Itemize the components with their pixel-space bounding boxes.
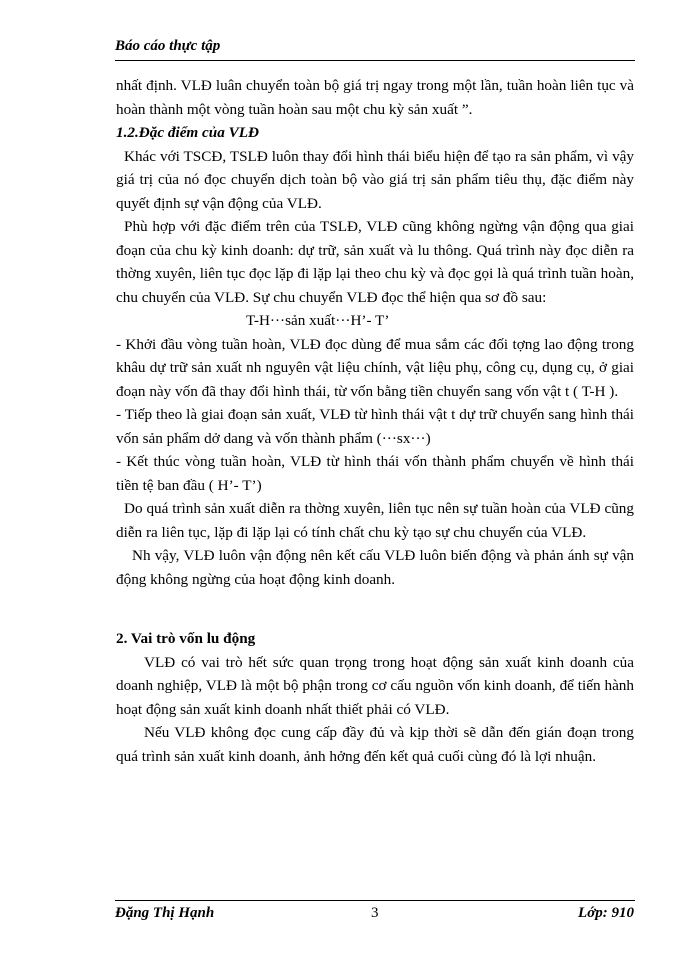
footer-author: Đặng Thị Hạnh bbox=[115, 905, 215, 921]
section-heading: 1.2.Đặc điểm của VLĐ bbox=[116, 124, 259, 141]
footer-divider bbox=[115, 900, 635, 901]
bullet-item: - Tiếp theo là giai đoạn sản xuất, VLĐ từ hình thái vật t dự trữ chuyển sang hình thái vốn sản phẩm dở dang và vốn thành phẩm (···sx···) bbox=[116, 406, 634, 447]
page-number: 3 bbox=[371, 905, 379, 921]
header-title: Báo cáo thực tập bbox=[115, 38, 221, 54]
paragraph: Phù hợp với đặc điểm trên của TSLĐ, VLĐ cũng không ngừng vận động qua giai đoạn của chu kỳ kinh doanh: dự trữ, sản xuất và lu thông. Quá trình này đọc diễn ra thờng xuyên, liên tục đọc lặp đi lặp lại theo chu kỳ và đọc gọi là quá trình tuần hoàn, chu chuyển của VLĐ. Sự chu chuyển VLĐ đọc thể hiện qua sơ đồ sau: bbox=[116, 218, 634, 306]
formula: T-H···sản xuất···H’- T’ bbox=[246, 312, 390, 329]
header-divider bbox=[115, 60, 635, 61]
paragraph: Nếu VLĐ không đọc cung cấp đầy đủ và kịp thời sẽ dẫn đến gián đoạn trong quá trình sản xuất kinh doanh, ảnh hởng đến kết quả cuối cùng đó là lợi nhuận. bbox=[116, 724, 634, 765]
paragraph: Do quá trình sản xuất diễn ra thờng xuyên, liên tục nên sự tuần hoàn của VLĐ cũng diễn ra liên tục, lặp đi lặp lại có tính chất chu kỳ tạo sự chu chuyển của VLĐ. bbox=[116, 500, 634, 541]
paragraph: VLĐ có vai trò hết sức quan trọng trong hoạt động sản xuất kinh doanh của doanh nghiệp, VLĐ là một bộ phận trong cơ cấu nguồn vốn kinh doanh, để tiến hành hoạt động sản xuất kinh doanh nhất thiết phải có VLĐ. bbox=[116, 653, 634, 718]
paragraph-intro: nhất định. VLĐ luân chuyển toàn bộ giá trị ngay trong một lần, tuần hoàn liên tục và hoàn thành một vòng tuần hoàn sau một chu kỳ sản xuất ”. bbox=[116, 77, 634, 118]
paragraph: Nh vậy, VLĐ luôn vận động nên kết cấu VLĐ luôn biến động và phản ánh sự vận động không ngừng của hoạt động kinh doanh. bbox=[116, 547, 634, 588]
footer-class: Lớp: 910 bbox=[578, 905, 634, 921]
bullet-item: - Khởi đầu vòng tuần hoàn, VLĐ đọc dùng để mua sắm các đối tợng lao động trong khâu dự trữ sản xuất nh nguyên vật liệu chính, vật liệu phụ, công cụ, dụng cụ, ở giai đoạn này vốn đã thay đổi hình thái, từ vốn bằng tiền chuyển sang vốn vật t ( T-H ). bbox=[116, 335, 634, 400]
section-heading: 2. Vai trò vốn lu động bbox=[116, 630, 256, 647]
paragraph: Khác với TSCĐ, TSLĐ luôn thay đổi hình thái biểu hiện để tạo ra sản phẩm, vì vậy giá trị của nó đọc chuyển dịch toàn bộ vào giá trị sản phẩm tiêu thụ, đặc điểm này quyết định sự vận động của VLĐ. bbox=[116, 147, 634, 212]
document-body bbox=[116, 74, 634, 768]
bullet-item: - Kết thúc vòng tuần hoàn, VLĐ từ hình thái vốn thành phẩm chuyển về hình thái tiền tệ ban đầu ( H’- T’) bbox=[116, 453, 634, 494]
